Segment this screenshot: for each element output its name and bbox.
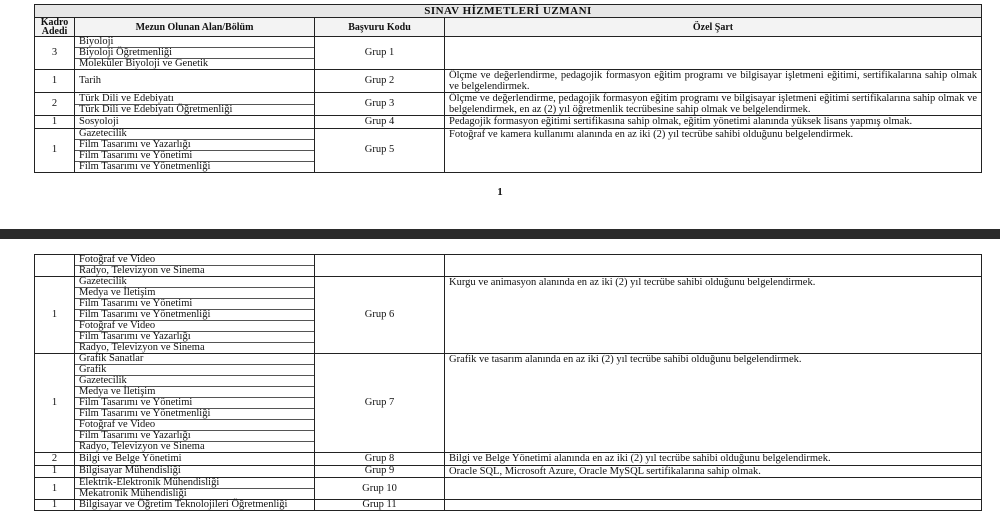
department-cell xyxy=(75,116,315,129)
special-condition-cell: Fotoğraf ve kamera kullanımı alanında en az iki (2) yıl tecrübe sahibi olduğunu belgelendirmek. xyxy=(445,128,982,172)
table-title: SINAV HİZMETLERİ UZMANI xyxy=(35,5,982,18)
department-name: Mekatronik Mühendisliği xyxy=(75,488,314,499)
kadro-cell: 3 xyxy=(35,37,75,70)
kadro-cell: 1 xyxy=(35,500,75,511)
application-code-cell: Grup 6 xyxy=(315,277,445,354)
kadro-cell: 1 xyxy=(35,70,75,93)
kadro-cell: 1 xyxy=(35,277,75,354)
table-row xyxy=(35,116,982,129)
department-name: Gazetecilik xyxy=(79,127,127,139)
page-divider xyxy=(0,229,1000,239)
application-code-cell: Grup 9 xyxy=(315,465,445,478)
special-condition-cell: Kurgu ve animasyon alanında en az iki (2) yıl tecrübe sahibi olduğunu belgelendirmek. xyxy=(445,277,982,354)
department-name: Biyoloji Öğretmenliği xyxy=(75,47,314,58)
department-name: Gazetecilik xyxy=(79,276,127,287)
table-row xyxy=(35,255,982,277)
special-condition-cell: Grafik ve tasarım alanında en az iki (2) yıl tecrübe sahibi olduğunu belgelendirmek. xyxy=(445,354,982,453)
department-name: Film Tasarımı ve Yazarlığı xyxy=(75,331,314,342)
job-table-page-2 xyxy=(34,254,982,511)
department-name: Film Tasarımı ve Yönetmenliği xyxy=(75,161,314,172)
job-table-page-1 xyxy=(34,4,982,173)
special-condition-cell xyxy=(445,500,982,511)
table-row xyxy=(35,93,982,116)
department-name: Film Tasarımı ve Yönetimi xyxy=(75,397,314,408)
header-bolum: Mezun Olunan Alan/Bölüm xyxy=(75,18,315,37)
application-code-cell: Grup 10 xyxy=(315,478,445,500)
special-condition-cell xyxy=(445,478,982,500)
application-code-cell: Grup 3 xyxy=(315,93,445,116)
table-body-page-1 xyxy=(35,37,982,173)
department-cell xyxy=(75,277,315,354)
department-name: Bilgi ve Belge Yönetimi xyxy=(79,452,182,464)
header-sart: Özel Şart xyxy=(445,18,982,37)
department-name: Sosyoloji xyxy=(79,115,119,127)
kadro-cell: 1 xyxy=(35,354,75,453)
department-name: Gazetecilik xyxy=(75,375,314,386)
department-name: Tarih xyxy=(79,75,102,86)
application-code-cell: Grup 7 xyxy=(315,354,445,453)
department-name: Radyo, Televizyon ve Sinema xyxy=(75,342,314,353)
department-name: Film Tasarımı ve Yönetmenliği xyxy=(75,309,314,320)
table-row xyxy=(35,465,982,478)
special-condition-cell xyxy=(445,37,982,70)
application-code-cell: Grup 1 xyxy=(315,37,445,70)
department-name: Radyo, Televizyon ve Sinema xyxy=(75,441,314,452)
table-row xyxy=(35,37,982,70)
department-name: Film Tasarımı ve Yönetmenliği xyxy=(75,408,314,419)
table-row xyxy=(35,70,982,93)
department-name: Bilgisayar Mühendisliği xyxy=(79,465,181,477)
kadro-cell: 1 xyxy=(35,128,75,172)
kadro-cell: 1 xyxy=(35,465,75,478)
application-code-cell: Grup 8 xyxy=(315,453,445,466)
special-condition-cell: Pedagojik formasyon eğitimi sertifikasına sahip olmak, eğitim yönetimi alanında yüksek lisans yapmış olmak. xyxy=(445,116,982,129)
table-row xyxy=(35,354,982,453)
table-row xyxy=(35,128,982,172)
special-condition-cell: Oracle SQL, Microsoft Azure, Oracle MySQL sertifikalarına sahip olmak. xyxy=(445,465,982,478)
header-kadro: Kadro Adedi xyxy=(35,18,75,37)
department-name: Biyoloji xyxy=(79,36,114,47)
application-code-cell: Grup 5 xyxy=(315,128,445,172)
department-cell xyxy=(75,93,315,116)
department-name: Film Tasarımı ve Yönetimi xyxy=(75,298,314,309)
department-name: Bilgisayar ve Öğretim Teknolojileri Öğretmenliği xyxy=(79,499,288,510)
special-condition-cell: Ölçme ve değerlendirme, pedagojik formasyon eğitim programı ve bilgisayar işletmeni eğitimi, sertifikalarına sahip olmak ve belgelendirmek. xyxy=(445,70,982,93)
department-cell xyxy=(75,354,315,453)
special-condition-cell xyxy=(445,255,982,277)
department-name: Moleküler Biyoloji ve Genetik xyxy=(75,58,314,69)
department-name: Fotoğraf ve Video xyxy=(79,254,156,265)
department-cell xyxy=(75,255,315,277)
department-name: Türk Dili ve Edebiyatı Öğretmenliği xyxy=(75,104,314,115)
department-name: Fotoğraf ve Video xyxy=(75,419,314,430)
application-code-cell: Grup 4 xyxy=(315,116,445,129)
department-cell xyxy=(75,478,315,500)
department-cell xyxy=(75,37,315,70)
kadro-cell: 2 xyxy=(35,93,75,116)
table-row xyxy=(35,277,982,354)
kadro-cell: 1 xyxy=(35,478,75,500)
department-cell xyxy=(75,453,315,466)
table-body-page-2 xyxy=(35,255,982,511)
department-name: Medya ve İletişim xyxy=(75,287,314,298)
kadro-cell: 2 xyxy=(35,453,75,466)
special-condition-cell: Bilgi ve Belge Yönetimi alanında en az iki (2) yıl tecrübe sahibi olduğunu belgelendirmek. xyxy=(445,453,982,466)
department-name: Elektrik-Elektronik Mühendisliği xyxy=(79,477,220,488)
department-name: Medya ve İletişim xyxy=(75,386,314,397)
table-row xyxy=(35,453,982,466)
department-cell xyxy=(75,465,315,478)
kadro-cell xyxy=(35,255,75,277)
department-name: Radyo, Televizyon ve Sinema xyxy=(75,265,314,276)
department-cell xyxy=(75,70,315,93)
application-code-cell xyxy=(315,255,445,277)
table-row xyxy=(35,500,982,511)
department-name: Grafik Sanatlar xyxy=(79,353,144,364)
table-row xyxy=(35,478,982,500)
department-name: Film Tasarımı ve Yazarlığı xyxy=(75,430,314,441)
department-name: Grafik xyxy=(75,364,314,375)
page-number: 1 xyxy=(497,186,503,198)
special-condition-cell: Ölçme ve değerlendirme, pedagojik formasyon eğitim programı ve bilgisayar işletmeni eğitimi sertifikalarına sahip olmak ve belgelendirmek, en az (2) yıl öğretmenlik tecrübesine sahip olmak ve belgelendirmek. xyxy=(445,93,982,116)
application-code-cell: Grup 2 xyxy=(315,70,445,93)
department-cell xyxy=(75,128,315,172)
department-cell xyxy=(75,500,315,511)
application-code-cell: Grup 11 xyxy=(315,500,445,511)
department-name: Film Tasarımı ve Yazarlığı xyxy=(75,139,314,150)
header-basvuru: Başvuru Kodu xyxy=(315,18,445,37)
department-name: Fotoğraf ve Video xyxy=(75,320,314,331)
kadro-cell: 1 xyxy=(35,116,75,129)
department-name: Film Tasarımı ve Yönetimi xyxy=(75,150,314,161)
department-name: Türk Dili ve Edebiyatı xyxy=(79,92,174,104)
